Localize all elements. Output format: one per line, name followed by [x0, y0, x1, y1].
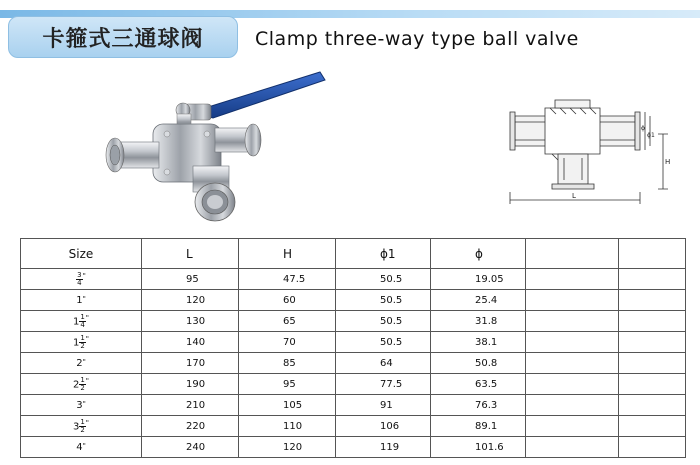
cell-phi1	[336, 290, 431, 311]
cell-size	[21, 416, 142, 437]
cell-h	[239, 290, 336, 311]
cell-phi-value: 76.3	[475, 399, 498, 411]
fraction-numerator: 3	[77, 270, 82, 279]
valve-handle	[185, 72, 325, 120]
cell-size	[21, 395, 142, 416]
cell-h	[239, 395, 336, 416]
table-row	[21, 269, 686, 290]
table-row	[21, 290, 686, 311]
inch-mark: "	[82, 441, 86, 450]
cell-h-value: 47.5	[283, 273, 306, 285]
table-row	[21, 416, 686, 437]
cell-blank	[619, 269, 686, 290]
cell-blank	[526, 311, 619, 332]
cell-phi1-value: 64	[380, 357, 393, 369]
cell-l	[142, 353, 239, 374]
cell-phi	[431, 437, 526, 458]
cell-h-value: 60	[283, 294, 296, 306]
cell-phi1-value: 106	[380, 420, 400, 432]
dim-label-l: L	[572, 192, 576, 200]
size-whole: 2	[72, 379, 80, 390]
cell-phi-value: 31.8	[475, 315, 498, 327]
fraction-denominator: 2	[80, 341, 85, 350]
dim-label-phi: ϕ	[641, 125, 645, 132]
cell-phi1	[336, 416, 431, 437]
cell-h-value: 105	[283, 399, 303, 411]
cell-l-value: 220	[186, 420, 206, 432]
fraction-denominator: 4	[77, 278, 82, 287]
cell-size	[21, 311, 142, 332]
cell-phi1	[336, 395, 431, 416]
cell-blank	[526, 353, 619, 374]
fraction-denominator: 2	[80, 383, 85, 392]
cell-l-value: 190	[186, 378, 206, 390]
inch-mark: "	[85, 334, 90, 343]
cell-blank	[526, 290, 619, 311]
cell-phi1	[336, 269, 431, 290]
cell-l	[142, 332, 239, 353]
size-whole: 1	[76, 294, 83, 306]
spec-table	[20, 238, 686, 458]
cell-l-value: 120	[186, 294, 206, 306]
col-header-l: L	[142, 239, 239, 269]
cell-l-value: 130	[186, 315, 206, 327]
cell-phi-value: 25.4	[475, 294, 498, 306]
cell-blank	[526, 269, 619, 290]
cell-l-value: 140	[186, 336, 206, 348]
cell-phi	[431, 269, 526, 290]
cell-phi	[431, 374, 526, 395]
fraction-numerator: 1	[80, 333, 85, 342]
cell-h-value: 85	[283, 357, 296, 369]
fraction-numerator: 1	[80, 417, 85, 426]
cell-size	[21, 290, 142, 311]
cell-size	[21, 332, 142, 353]
cell-l	[142, 311, 239, 332]
table-row	[21, 353, 686, 374]
cell-phi	[431, 416, 526, 437]
cell-phi1-value: 50.5	[380, 273, 403, 285]
cell-blank	[619, 353, 686, 374]
cell-l	[142, 374, 239, 395]
fraction-numerator: 1	[80, 312, 85, 321]
technical-drawing	[500, 92, 680, 212]
cell-h-value: 70	[283, 336, 296, 348]
cell-phi1	[336, 311, 431, 332]
cell-l	[142, 416, 239, 437]
cell-h-value: 65	[283, 315, 296, 327]
cell-blank	[619, 332, 686, 353]
fraction-numerator: 1	[80, 375, 85, 384]
cell-h	[239, 353, 336, 374]
cell-phi1	[336, 353, 431, 374]
cell-phi-value: 101.6	[475, 441, 504, 453]
size-whole: 1	[72, 337, 80, 348]
cell-h-value: 120	[283, 441, 303, 453]
cell-blank	[619, 374, 686, 395]
col-header-blank-1	[526, 239, 619, 269]
cell-l	[142, 437, 239, 458]
cell-phi1	[336, 437, 431, 458]
cell-blank	[526, 332, 619, 353]
cell-h	[239, 269, 336, 290]
cell-blank	[619, 437, 686, 458]
cell-blank	[526, 416, 619, 437]
cell-phi	[431, 353, 526, 374]
table-row	[21, 311, 686, 332]
cell-size	[21, 437, 142, 458]
table-row	[21, 395, 686, 416]
cell-phi1-value: 77.5	[380, 378, 403, 390]
cell-h-value: 95	[283, 378, 296, 390]
table-row	[21, 374, 686, 395]
dim-label-phi1: ϕ1	[647, 132, 655, 139]
inch-mark: "	[85, 313, 90, 322]
cell-h	[239, 374, 336, 395]
cell-l-value: 170	[186, 357, 206, 369]
cell-phi-value: 50.8	[475, 357, 498, 369]
cell-l	[142, 269, 239, 290]
cell-phi1-value: 50.5	[380, 294, 403, 306]
cell-size	[21, 353, 142, 374]
cell-phi	[431, 311, 526, 332]
fraction-denominator: 4	[80, 320, 85, 329]
cell-phi-value: 63.5	[475, 378, 498, 390]
cell-size	[21, 374, 142, 395]
col-header-phi: ϕ	[431, 239, 526, 269]
cell-l-value: 95	[186, 273, 199, 285]
inch-mark: "	[82, 294, 86, 303]
size-whole: 2	[76, 357, 83, 369]
fraction-denominator: 2	[80, 425, 85, 434]
cell-size	[21, 269, 142, 290]
cell-blank	[526, 374, 619, 395]
cell-phi1-value: 50.5	[380, 315, 403, 327]
title-tab	[8, 16, 238, 58]
cell-phi	[431, 290, 526, 311]
cell-phi1	[336, 332, 431, 353]
cell-h	[239, 416, 336, 437]
cell-l-value: 240	[186, 441, 206, 453]
cell-h-value: 110	[283, 420, 303, 432]
cell-phi1-value: 119	[380, 441, 400, 453]
cell-l	[142, 395, 239, 416]
inch-mark: "	[85, 418, 90, 427]
cell-blank	[526, 395, 619, 416]
cell-blank	[619, 416, 686, 437]
size-whole: 1	[72, 316, 80, 327]
cell-phi1-value: 91	[380, 399, 393, 411]
cell-l	[142, 290, 239, 311]
cell-h	[239, 311, 336, 332]
table-row	[21, 332, 686, 353]
size-whole: 3	[72, 421, 80, 432]
cell-phi1	[336, 374, 431, 395]
cell-h	[239, 332, 336, 353]
cell-phi-value: 89.1	[475, 420, 498, 432]
cell-blank	[619, 290, 686, 311]
col-header-size: Size	[21, 239, 142, 269]
cell-h	[239, 437, 336, 458]
table-row	[21, 437, 686, 458]
inch-mark: "	[85, 376, 90, 385]
cell-phi-value: 38.1	[475, 336, 498, 348]
cell-blank	[619, 311, 686, 332]
size-whole: 4	[76, 441, 83, 453]
cell-blank	[619, 395, 686, 416]
inch-mark: "	[82, 271, 86, 280]
table-header-row	[21, 239, 686, 269]
cell-blank	[526, 437, 619, 458]
inch-mark: "	[82, 357, 86, 366]
cell-phi	[431, 395, 526, 416]
cell-phi	[431, 332, 526, 353]
inch-mark: "	[82, 399, 86, 408]
page-title-chinese: 卡箍式三通球阀	[42, 26, 204, 52]
cell-phi-value: 19.05	[475, 273, 504, 285]
cell-phi1-value: 50.5	[380, 336, 403, 348]
page-title-english: Clamp three-way type ball valve	[255, 28, 579, 50]
col-header-phi1: ϕ1	[336, 239, 431, 269]
dim-label-h: H	[665, 158, 671, 166]
valve-product-image	[95, 62, 335, 232]
size-whole: 3	[76, 399, 83, 411]
col-header-h: H	[239, 239, 336, 269]
col-header-blank-2	[619, 239, 686, 269]
cell-l-value: 210	[186, 399, 206, 411]
